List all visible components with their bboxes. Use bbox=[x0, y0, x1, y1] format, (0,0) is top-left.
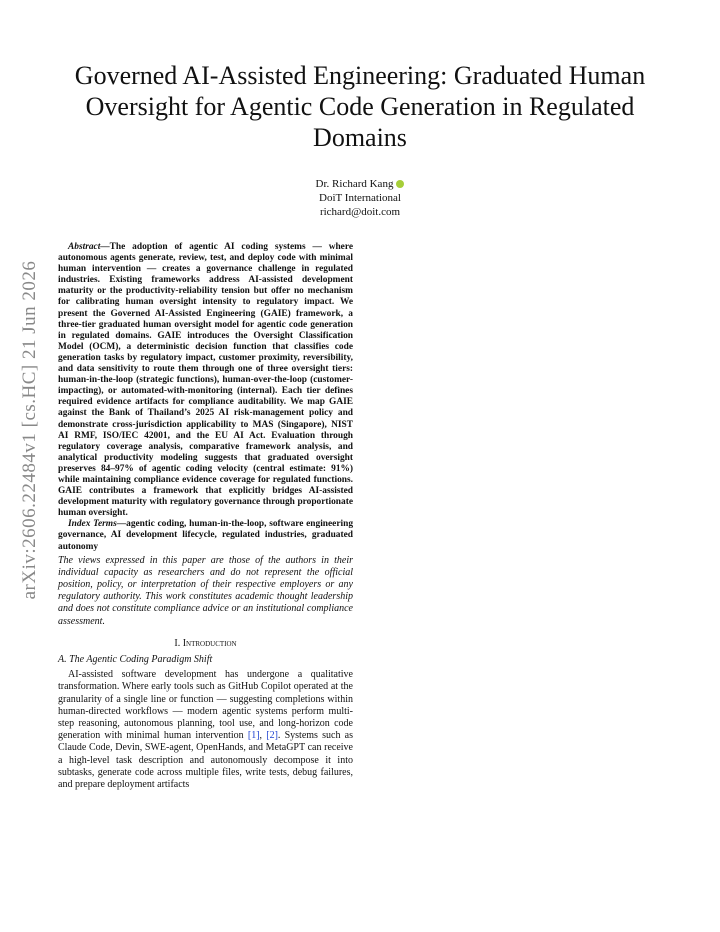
citation-link[interactable]: [1] bbox=[247, 730, 260, 742]
subsection-heading-a: A. The Agentic Coding Paradigm Shift bbox=[58, 654, 213, 666]
author-name: Dr. Richard Kang bbox=[315, 178, 394, 190]
paragraph: AI-assisted software development has undergone a qualitative transformation. Where early tools such as GitHub Copilot operated at the granularity of a single line or function — suggesting completions within human-directed workflows — modern agentic systems perform multi-step reasoning, autonomous planning, tool use, and long-horizon code generation with minimal human intervention [1], [2]. Systems such as Claude Code, Devin, SWE-agent, OpenHands, and MetaGPT can receive a high-level task description and autonomously decompose it into subtasks, generate code across multiple files, write tests, debug failures, and prepare deployment artifacts bbox=[58, 669, 354, 791]
author-affiliation: DoiT International bbox=[319, 192, 401, 204]
paper-title: Governed AI-Assisted Engineering: Graduated Human Oversight for Agentic Code Generation in Regulated Domains bbox=[74, 61, 646, 152]
author-block bbox=[0, 177, 720, 219]
author-email[interactable]: richard@doit.com bbox=[319, 206, 401, 218]
section-heading-introduction: I. Introduction bbox=[174, 637, 237, 649]
orcid-icon[interactable] bbox=[396, 180, 404, 188]
abstract: Abstract—The adoption of agentic AI coding systems — where autonomous agents generate, review, test, and deploy code with minimal human intervention — creates a governance challenge in regulated industries. Existing frameworks address AI-assisted development maturity or the productivity-reliability tension but offer no mechanism for calibrating human oversight intensity to regulatory impact. We present the Governed AI-Assisted Engineering (GAIE) framework, a three-tier graduated human oversight model for agentic code generation in regulated domains. GAIE introduces the Oversight Classification Model (OCM), a deterministic decision function that classifies code generation tasks by regulatory impact, customer proximity, reversibility, and data sensitivity to route them through one of three oversight tiers: human-in-the-loop (strategic functions), human-over-the-loop (customer-impacting), or automated-with-monitoring (internal). Each tier defines required evidence artifacts for compliance auditability. We map GAIE against the Bank of Thailand’s 2025 AI risk-management policy and demonstrate cross-jurisdiction applicability to MAS (Singapore), NIST AI RMF, ISO/IEC 42001, and the EU AI Act. Evaluation through regulatory coverage analysis, comparative framework analysis, and analytical productivity modeling suggests that graduated oversight preserves 84–97% of agentic coding velocity (central estimate: 91%) while maintaining compliance evidence coverage for regulated functions. GAIE contributes a framework that explicitly bridges AI-assisted development maturity with regulatory governance through proportionate human oversight. bbox=[58, 242, 353, 519]
citation-link[interactable]: [2] bbox=[266, 730, 278, 742]
index-terms: Index Terms—agentic coding, human-in-the-loop, software engineering governance, AI development lifecycle, regulated industries, graduated autonomy bbox=[58, 519, 354, 552]
arxiv-identifier: arXiv:2606.22484v1 [cs.HC] 21 Jun 2026 bbox=[19, 260, 40, 600]
arxiv-sidebar bbox=[14, 210, 46, 650]
left-column bbox=[58, 242, 353, 791]
disclaimer: The views expressed in this paper are those of the authors in their individual capacity as researchers and do not represent the official position, policy, or interpretation of their respective employers or any regulatory authority. This work constitutes academic thought leadership and does not constitute compliance advice or an institutional compliance assessment. bbox=[58, 554, 353, 627]
